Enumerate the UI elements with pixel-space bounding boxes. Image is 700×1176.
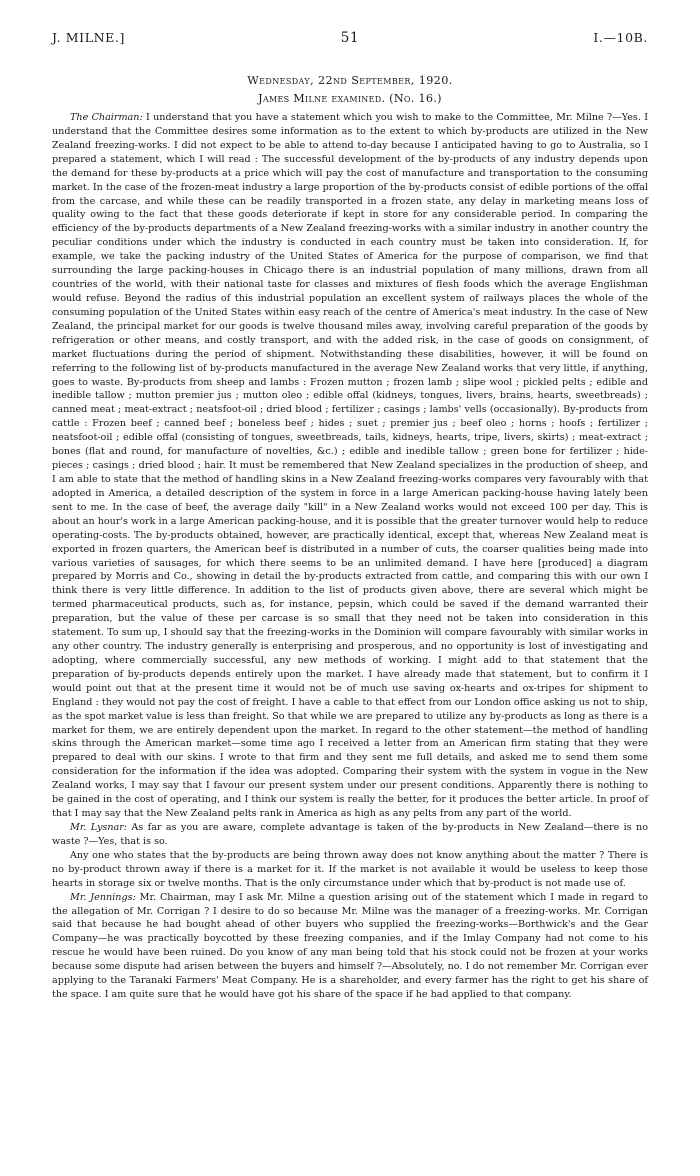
examination-heading: James Milne examined. (No. 16.) xyxy=(258,92,442,105)
paragraph-chairman-statement xyxy=(52,111,648,821)
header-paper-reference: I.—10B. xyxy=(593,30,648,45)
header-witness-name: J. MILNE.] xyxy=(52,30,125,45)
speaker-label: Mr. Lysnar: xyxy=(70,822,128,834)
speaker-label: Mr. Jennings: xyxy=(70,891,136,903)
paragraph-text: I understand that you have a statement which you wish to make to the Committee, Mr. Milne ?—Yes. I understand that the Committee desires some information as to the extent to which by-products are utilized in the New Zealand freezing-works. I did not expect to be able to attend to-day because I anticipated having to go to Australia, so I prepared a statement, which I will read : The successful development of the by-products of any industry depends upon the demand for these by-products at a price which will pay the cost of manufacture and transportation to the consuming market. In the case of the frozen-meat industry a large proportion of the by-products consist of edible portions of the offal from the carcase, and while these can be readily transported in a frozen state, any delay in marketing means loss of quality owing to the fact that these goods deteriorate if kept in store for any considerable period. In comparing the efficiency of the by-products departments of a New Zealand freezing-works with a similar industry in another country the peculiar conditions under which the industry is conducted in each country must be taken into consideration. If, for example, we take the packing industry of the United States of America for the purpose of comparison, we find that surrounding the large packing-houses in Chicago there is an industrial population of many millions, drawn from all countries of the world, with their national taste for classes and mixtures of flesh foods which the average Englishman would refuse. Beyond the radius of this industrial population an excellent system of railways places the whole of the consuming population of the United States within easy reach of the centre of America's meat industry. In the case of New Zealand, the principal market for our goods is twelve thousand miles away, involving careful preparation of the goods by refrigeration or other means, and costly transport, and with the added risk, in the case of goods on consignment, of market fluctuations during the period of shipment. Notwithstanding these disabilities, however, it will be found on referring to the following list of by-products manufactured in the average New Zealand works that very little, if anything, goes to waste. By-products from sheep and lambs : Frozen mutton ; frozen lamb ; slipe wool ; pickled pelts ; edible and inedible tallow ; mutton premier jus ; mutton oleo ; edible offal (kidneys, tongues, livers, brains, hearts, sweetbreads) ; canned meat ; meat-extract ; neatsfoot-oil ; dried blood ; fertilizer ; casings ; lambs' vells (occasionally). By-products from cattle : Frozen beef ; canned beef ; boneless beef ; hides ; suet ; premier jus ; beef oleo ; horns ; hoofs ; fertilizer ; neatsfoot-oil ; edible offal (consisting of tongues, sweetbreads, tails, kidneys, hearts, tripe, livers, skirts) ; meat-extract ; bones (flat and round, for manufacture of novelties, &c.) ; edible and inedible tallow ; green bone for fertilizer ; hide-pieces ; casings ; dried blood ; hair. It must be remembered that New Zealand specializes in the production of sheep, and I am able to state that the method of handling skins in a New Zealand freezing-works compares very favourably with that adopted in America, a detailed description of the system in force in a large American packing-house having lately been sent to me. In the case of beef, the average daily "kill" in a New Zealand works would not exceed 100 per day. This is about an hour's work in a large American packing-house, and it is possible that the greater turnover would help to reduce operating-costs. The by-products obtained, however, are practically identical, except that, whereas New Zealand meat is exported in frozen quarters, the American beef is distributed in a number of cuts, the coarser qualities being made into various varieties of sausages, for which there seems to be an unlimited demand. I have here [produced] a diagram prepared by Morris and Co., showing in detail the by-products extracted from cattle, and comparing this with our own I think there is very little difference. In addition to the list of products given above, there are several which might be termed pharmaceutical products, such as, for instance, pepsin, which could be saved if the demand warranted their preparation, but the value of these per carcase is so small that they need not be taken into consideration in this statement. To sum up, I should say that the freezing-works in the Dominion will compare favourably with similar works in any other country. The industry generally is enterprising and prosperous, and no opportunity is lost of investigating and adopting, where commercially successful, any new methods of working. I might add to that statement that the preparation of by-products depends entirely upon the market. I have already made that statement, but to confirm it I would point out that at the present time it would not be of much use saving ox-hearts and ox-tripes for shipment to England : they would not pay the cost of freight. I have a cable to that effect from our London office asking us not to ship, as the spot market value is less than freight. So that while we are prepared to utilize any by-products as long as there is a market for them, we are entirely dependent upon the market. In regard to the other statement—the method of handling skins through the American market—some time ago I received a letter from an American firm stating that they were prepared to deal with our skins. I wrote to that firm and they sent me full details, and asked me to send them some consideration for the information if the idea was adopted. Comparing their system with the system in vogue in the New Zealand works, I may say that I favour our present system under our present conditions. Apparently there is nothing to be gained in the cost of operating, and I think our system is really the better, for it produces the better article. In proof of that I may say that the New Zealand pelts rank in America as high as any pelts from any part of the world. xyxy=(52,112,648,820)
paragraph-followup-question xyxy=(52,849,648,891)
running-header xyxy=(52,30,648,52)
paragraph-text: Any one who states that the by-products are being thrown away does not know anything about the matter ? There is no by-product thrown away if there is a market for it. If the market is not available it would be useless to keep those hearts in storage six or twelve months. That is the only circumstance under which that by-product is not made use of. xyxy=(52,849,648,889)
page-number: 51 xyxy=(340,30,360,46)
paragraph-jennings-question xyxy=(52,891,648,1002)
paragraph-text: As far as you are aware, complete advantage is taken of the by-products in New Zealand—there is no waste ?—Yes, that is so. xyxy=(52,822,648,847)
testimony-body xyxy=(52,111,648,1002)
paragraph-lysnar-question xyxy=(52,821,648,849)
speaker-label: The Chairman: xyxy=(70,112,143,123)
session-date: Wednesday, 22nd September, 1920. xyxy=(247,74,453,87)
paragraph-text: Mr. Chairman, may I ask Mr. Milne a question arising out of the statement which I made in regard to the allegation of Mr. Corrigan ? I desire to do so because Mr. Milne was the manager of a freezing-works. Mr. Corrigan said that because he had bought ahead of other buyers who supplied the freezing-works—Borthwick's and the Gear Company—he was practically boycotted by these freezing companies, and if the Imlay Company had not come to his rescue he would have been ruined. Do you know of any man being told that his stock could not be frozen at your works because some dispute had arisen between the buyers and himself ?—Absolutely, no. I do not remember Mr. Corrigan ever applying to the Taranaki Farmers' Meat Company. He is a shareholder, and every farmer has the right to get his share of the space. I am quite sure that he would have got his share of the space if he had applied to that company. xyxy=(52,891,648,1001)
